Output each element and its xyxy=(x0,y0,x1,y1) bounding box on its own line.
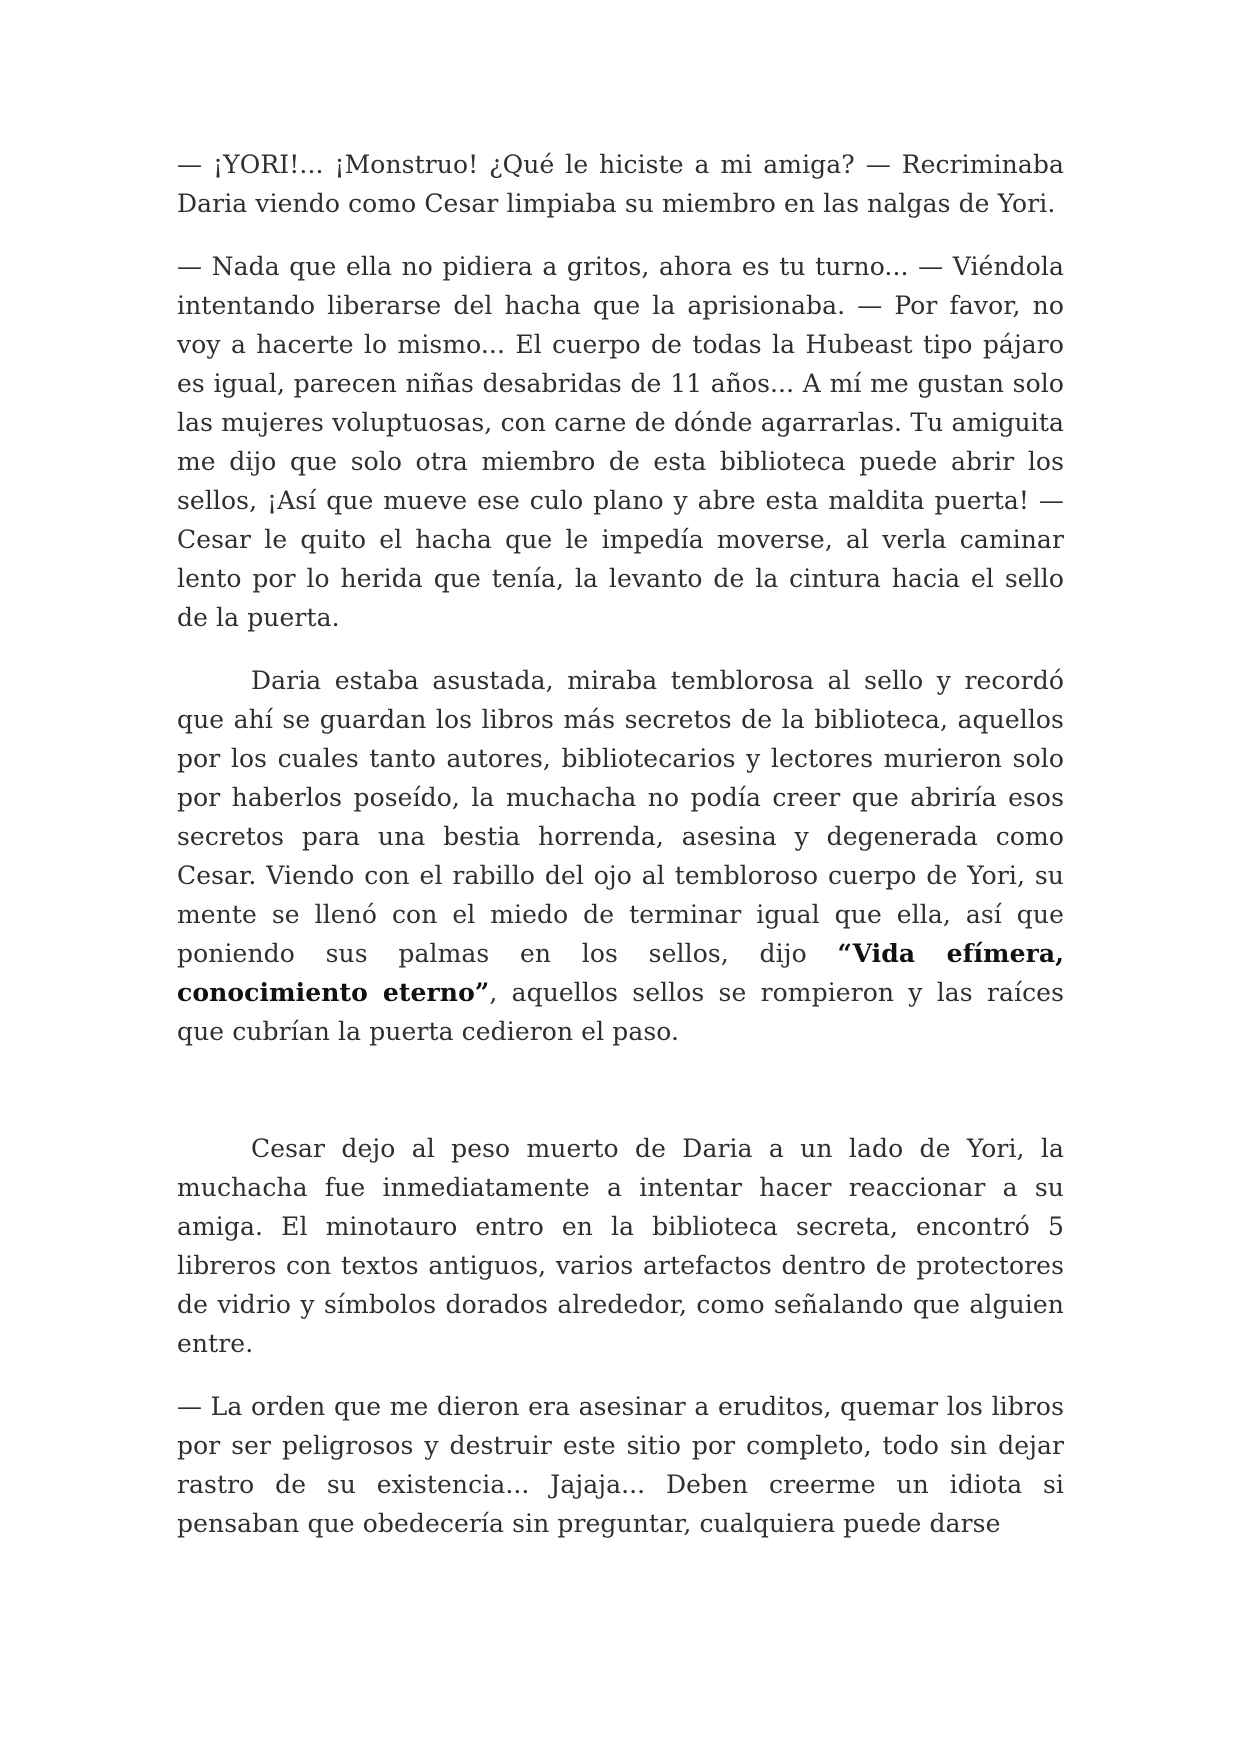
paragraph-secret-library: Cesar dejo al peso muerto de Daria a un lado de Yori, la muchacha fue inmediatamente a intentar hacer reaccionar a su amiga. El minotauro entro en la biblioteca secreta, encontró 5 libreros con textos antiguos, varios artefactos dentro de protectores de vidrio y símbolos dorados alrededor, como señalando que alguien entre. xyxy=(177,1134,1064,1358)
paragraph-cesar-demand: — Nada que ella no pidiera a gritos, ahora es tu turno... — Viéndola intentando liberarse del hacha que la aprisionaba. — Por favor, no voy a hacerte lo mismo... El cuerpo de todas la Hubeast tipo pájaro es igual, parecen niñas desabridas de 11 años... A mí me gustan solo las mujeres voluptuosas, con carne de dónde agarrarlas. Tu amiguita me dijo que solo otra miembro de esta biblioteca puede abrir los sellos, ¡Así que mueve ese culo plano y abre esta maldita puerta! — Cesar le quito el hacha que le impedía moverse, al verla caminar lento por lo herida que tenía, la levanto de la cintura hacia el sello de la puerta. xyxy=(177,252,1064,632)
seal-text-before: Daria estaba asustada, miraba temblorosa al sello y recordó que ahí se guardan los libros más secretos de la biblioteca, aquellos por los cuales tanto autores, bibliotecarios y lectores murieron solo por haberlos poseído, la muchacha no podía creer que abriría esos secretos para una bestia horrenda, asesina y degenerada como Cesar. Viendo con el rabillo del ojo al tembloroso cuerpo de Yori, su mente se llenó con el miedo de terminar igual que ella, así que poniendo sus palmas en los sellos, dijo xyxy=(177,666,1064,968)
incantation-phrase: “Vida efímera, conocimiento eterno” xyxy=(177,939,1064,1007)
body-text xyxy=(177,145,1064,1567)
seal-text-after: , aquellos sellos se rompieron y las raíces que cubrían la puerta cedieron el paso. xyxy=(177,978,1065,1046)
paragraph-cesar-orders: — La orden que me dieron era asesinar a eruditos, quemar los libros por ser peligrosos y destruir este sitio por completo, todo sin dejar rastro de su existencia... Jajaja... Deben creerme un idiota si pensaban que obedecería sin preguntar, cualquiera puede darse xyxy=(177,1392,1064,1538)
paragraph-seal-opening xyxy=(177,661,1064,1051)
paragraph-daria-reproach: — ¡YORI!... ¡Monstruo! ¿Qué le hiciste a mi amiga? — Recriminaba Daria viendo como Cesar limpiaba su miembro en las nalgas de Yori. xyxy=(177,150,1064,218)
